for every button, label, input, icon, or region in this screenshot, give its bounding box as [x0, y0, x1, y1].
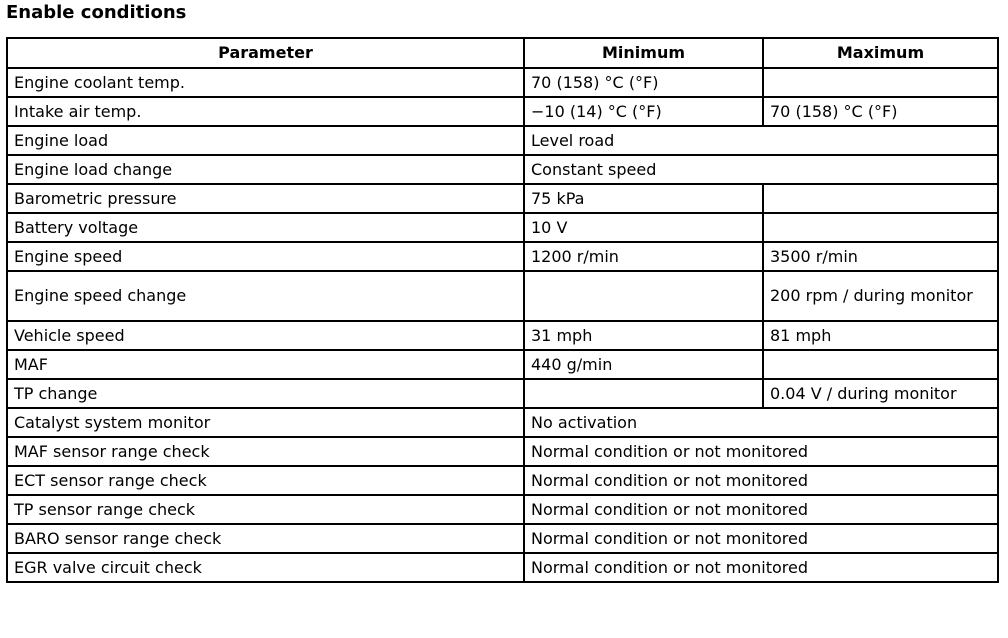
- cell-parameter: Engine load: [7, 126, 524, 155]
- cell-minimum: 440 g/min: [524, 350, 763, 379]
- cell-parameter: Battery voltage: [7, 213, 524, 242]
- table-row: [7, 271, 998, 321]
- table-row: [7, 379, 998, 408]
- cell-minimum: 10 V: [524, 213, 763, 242]
- cell-value: Normal condition or not monitored: [524, 495, 998, 524]
- cell-minimum: [524, 379, 763, 408]
- cell-parameter: EGR valve circuit check: [7, 553, 524, 582]
- table-row: [7, 213, 998, 242]
- table-row: [7, 321, 998, 350]
- cell-parameter: Engine load change: [7, 155, 524, 184]
- cell-maximum: 3500 r/min: [763, 242, 998, 271]
- cell-minimum: 31 mph: [524, 321, 763, 350]
- cell-maximum: 0.04 V / during monitor: [763, 379, 998, 408]
- cell-maximum: 200 rpm / during monitor: [763, 271, 998, 321]
- enable-conditions-table: [6, 37, 999, 583]
- table-row: [7, 553, 998, 582]
- table-row: [7, 97, 998, 126]
- cell-parameter: ECT sensor range check: [7, 466, 524, 495]
- cell-minimum: [524, 271, 763, 321]
- cell-parameter: Catalyst system monitor: [7, 408, 524, 437]
- cell-maximum: 70 (158) °C (°F): [763, 97, 998, 126]
- cell-minimum: 70 (158) °C (°F): [524, 68, 763, 97]
- cell-parameter: Vehicle speed: [7, 321, 524, 350]
- cell-value: Level road: [524, 126, 998, 155]
- cell-maximum: [763, 68, 998, 97]
- header-minimum: Minimum: [524, 38, 763, 68]
- cell-parameter: MAF: [7, 350, 524, 379]
- cell-parameter: Engine coolant temp.: [7, 68, 524, 97]
- cell-maximum: [763, 350, 998, 379]
- table-header-row: [7, 38, 998, 68]
- header-parameter: Parameter: [7, 38, 524, 68]
- cell-maximum: [763, 213, 998, 242]
- cell-minimum: 1200 r/min: [524, 242, 763, 271]
- cell-value: Normal condition or not monitored: [524, 437, 998, 466]
- section-title: Enable conditions: [6, 2, 187, 23]
- cell-maximum: [763, 184, 998, 213]
- cell-parameter: TP sensor range check: [7, 495, 524, 524]
- cell-minimum: 75 kPa: [524, 184, 763, 213]
- table-row: [7, 184, 998, 213]
- cell-parameter: Engine speed: [7, 242, 524, 271]
- cell-value: No activation: [524, 408, 998, 437]
- cell-minimum: −10 (14) °C (°F): [524, 97, 763, 126]
- cell-value: Constant speed: [524, 155, 998, 184]
- table-row: [7, 155, 998, 184]
- header-maximum: Maximum: [763, 38, 998, 68]
- cell-parameter: Barometric pressure: [7, 184, 524, 213]
- table-row: [7, 350, 998, 379]
- cell-parameter: MAF sensor range check: [7, 437, 524, 466]
- table-row: [7, 408, 998, 437]
- cell-value: Normal condition or not monitored: [524, 524, 998, 553]
- table-row: [7, 126, 998, 155]
- cell-value: Normal condition or not monitored: [524, 553, 998, 582]
- table-row: [7, 524, 998, 553]
- table-row: [7, 437, 998, 466]
- cell-parameter: BARO sensor range check: [7, 524, 524, 553]
- cell-parameter: TP change: [7, 379, 524, 408]
- cell-parameter: Intake air temp.: [7, 97, 524, 126]
- cell-value: Normal condition or not monitored: [524, 466, 998, 495]
- table-row: [7, 495, 998, 524]
- table-row: [7, 466, 998, 495]
- table-row: [7, 68, 998, 97]
- cell-parameter: Engine speed change: [7, 271, 524, 321]
- cell-maximum: 81 mph: [763, 321, 998, 350]
- table-row: [7, 242, 998, 271]
